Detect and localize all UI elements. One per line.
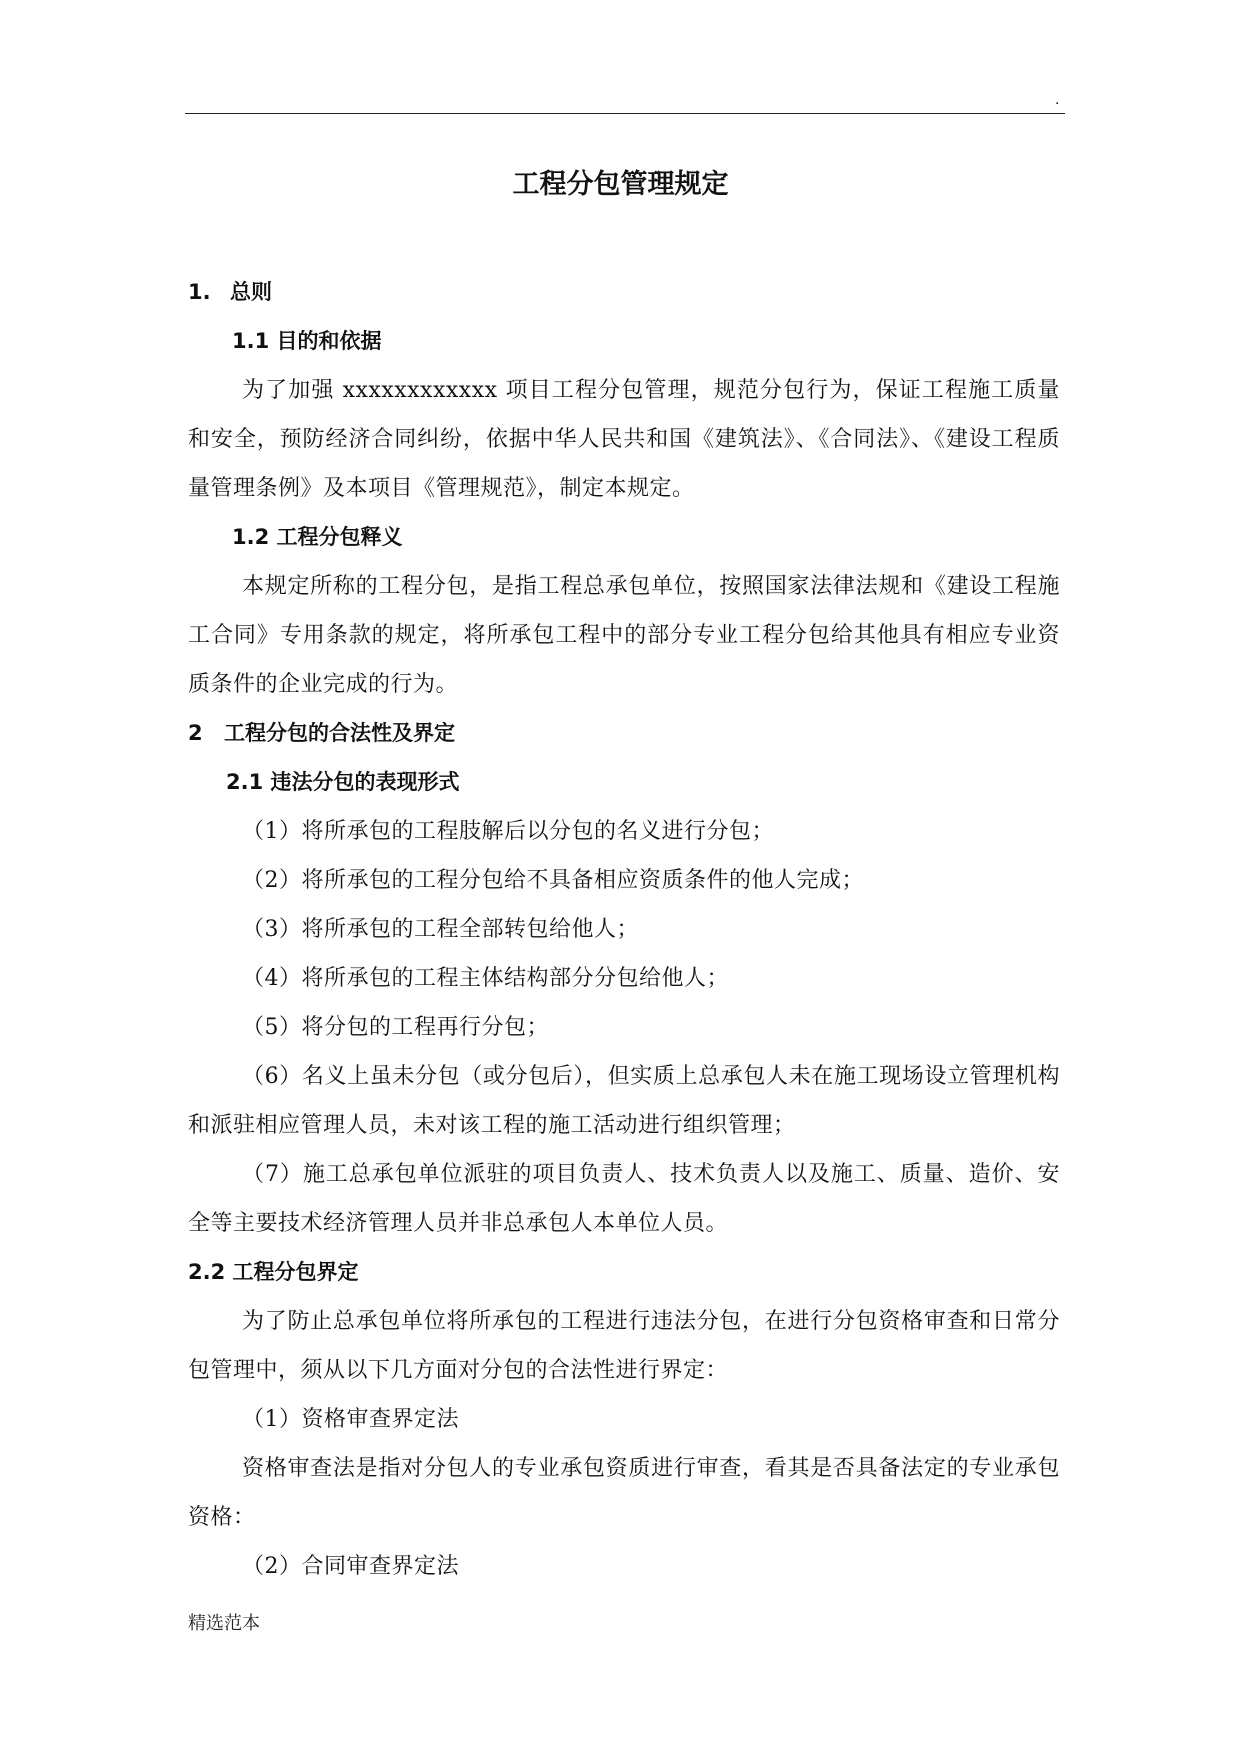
section-2-number: 2 bbox=[188, 721, 203, 745]
section-1-title: 总则 bbox=[230, 280, 272, 304]
list-item: （3）将所承包的工程全部转包给他人； bbox=[242, 917, 639, 942]
section-1-heading bbox=[188, 268, 1060, 317]
list-item: （4）将所承包的工程主体结构部分分包给他人； bbox=[242, 966, 729, 991]
list-item: （5）将分包的工程再行分包； bbox=[242, 1015, 549, 1040]
page-title: 工程分包管理规定 bbox=[512, 169, 729, 200]
section-1-2-heading: 1.2 工程分包释义 bbox=[232, 525, 403, 549]
section-2-2-paragraph: 为了防止总承包单位将所承包的工程进行违法分包，在进行分包资格审查和日常分包管理中，须从以下几方面对分包的合法性进行界定： bbox=[188, 1309, 1060, 1383]
section-1-number: 1. bbox=[188, 280, 211, 304]
list-item: （7）施工总承包单位派驻的项目负责人、技术负责人以及施工、质量、造价、安全等主要技术经济管理人员并非总承包人本单位人员。 bbox=[188, 1162, 1060, 1236]
header-mark: . bbox=[1055, 92, 1060, 108]
section-2-heading bbox=[188, 709, 1060, 758]
section-1-1-heading: 1.1 目的和依据 bbox=[232, 329, 382, 353]
header-rule bbox=[185, 113, 1065, 114]
section-2-2-paragraph-2: 资格审查法是指对分包人的专业承包资质进行审查，看其是否具备法定的专业承包资格： bbox=[188, 1456, 1060, 1530]
section-2-1-heading: 2.1 违法分包的表现形式 bbox=[226, 770, 460, 794]
section-2-2-item-2: （2）合同审查界定法 bbox=[242, 1554, 459, 1579]
list-item: （1）将所承包的工程肢解后以分包的名义进行分包； bbox=[242, 819, 774, 844]
list-item: （2）将所承包的工程分包给不具备相应资质条件的他人完成； bbox=[242, 868, 864, 893]
document-body bbox=[188, 268, 1060, 1591]
list-item: （6）名义上虽未分包（或分包后），但实质上总承包人未在施工现场设立管理机构和派驻相应管理人员，未对该工程的施工活动进行组织管理； bbox=[188, 1064, 1060, 1138]
footer-text: 精选范本 bbox=[188, 1613, 260, 1634]
section-1-2-paragraph: 本规定所称的工程分包，是指工程总承包单位，按照国家法律法规和《建设工程施工合同》专用条款的规定，将所承包工程中的部分专业工程分包给其他具有相应专业资质条件的企业完成的行为。 bbox=[188, 574, 1060, 697]
section-2-title: 工程分包的合法性及界定 bbox=[224, 721, 455, 745]
section-2-2-item-1: （1）资格审查界定法 bbox=[242, 1407, 459, 1432]
section-2-2-heading: 2.2 工程分包界定 bbox=[188, 1260, 359, 1284]
section-1-1-paragraph: 为了加强 xxxxxxxxxxxx 项目工程分包管理，规范分包行为，保证工程施工质量和安全，预防经济合同纠纷，依据中华人民共和国《建筑法》、《合同法》、《建设工程质量管理条例》及本项目《管理规范》，制定本规定。 bbox=[188, 378, 1060, 501]
